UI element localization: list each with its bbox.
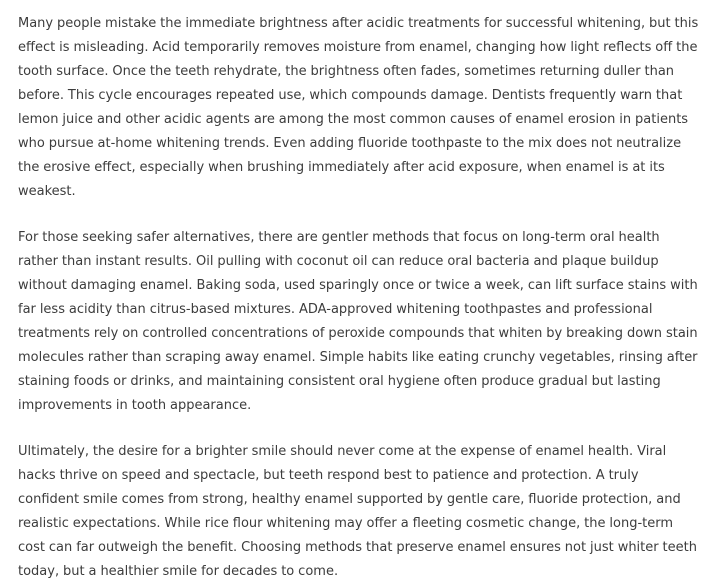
article-body — [18, 12, 703, 584]
paragraph-acid-effects: Many people mistake the immediate brightness after acidic treatments for successful whitening, but this effect is misleading. Acid temporarily removes moisture from enamel, changing how light reflects off the tooth surface. Once the teeth rehydrate, the brightness often fades, sometimes returning duller than before. This cycle encourages repeated use, which compounds damage. Dentists frequently warn that lemon juice and other acidic agents are among the most common causes of enamel erosion in patients who pursue at-home whitening trends. Even adding fluoride toothpaste to the mix does not neutralize the erosive effect, especially when brushing immediately after acid exposure, when enamel is at its weakest. — [18, 16, 699, 199]
paragraph-conclusion: Ultimately, the desire for a brighter smile should never come at the expense of enamel health. Viral hacks thrive on speed and spectacle, but teeth respond best to patience and protection. A truly confident smile comes from strong, healthy enamel supported by gentle care, fluoride protection, and realistic expectations. While rice flour whitening may offer a fleeting cosmetic change, the long-term cost can far outweigh the benefit. Choosing methods that preserve enamel ensures not just whiter teeth today, but a healthier smile for decades to come. — [18, 444, 697, 579]
paragraph-safer-alternatives: For those seeking safer alternatives, there are gentler methods that focus on long-term oral health rather than instant results. Oil pulling with coconut oil can reduce oral bacteria and plaque buildup without damaging enamel. Baking soda, used sparingly once or twice a week, can lift surface stains with far less acidity than citrus-based mixtures. ADA-approved whitening toothpastes and professional treatments rely on controlled concentrations of peroxide compounds that whiten by breaking down stain molecules rather than scraping away enamel. Simple habits like eating crunchy vegetables, rinsing after staining foods or drinks, and maintaining consistent oral hygiene often produce gradual but lasting improvements in tooth appearance. — [18, 230, 698, 413]
